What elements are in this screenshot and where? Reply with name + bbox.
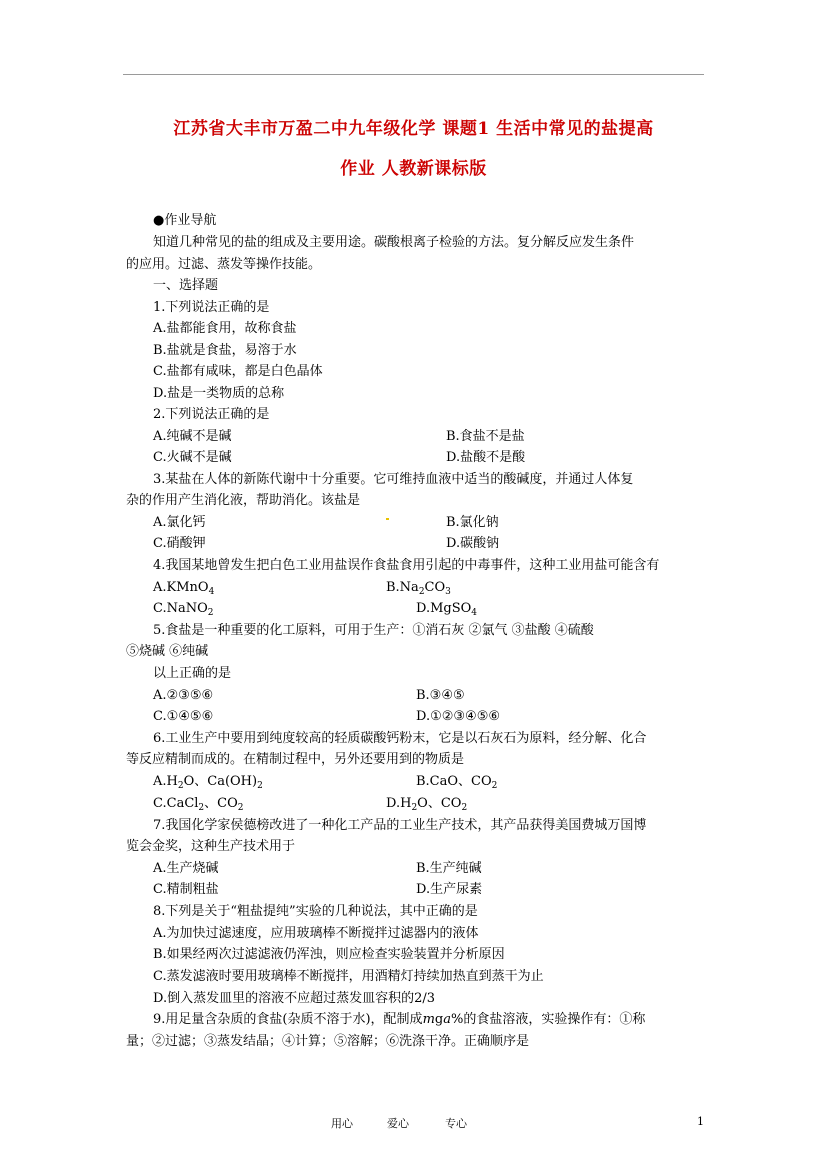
q2-option-d: D.盐酸不是酸	[446, 450, 526, 465]
q3-option-b: B.氯化钠	[446, 515, 499, 530]
section-heading: 一、选择题	[153, 278, 219, 293]
q3-option-a: A.氯化钙	[153, 515, 206, 530]
q7-stem-2: 览会金奖，这种生产技术用于	[126, 839, 296, 854]
q6-option-a: $A.H_2O$、$Ca(OH)_2$	[153, 774, 263, 791]
q5-option-d: D.①②③④⑤⑥	[416, 709, 501, 724]
q4-option-b: $B.Na_2CO_3$	[386, 580, 451, 597]
q5-stem-1: 5.食盐是一种重要的化工原料，可用于生产：①消石灰 ②氯气 ③盐酸 ④硫酸	[153, 623, 594, 638]
q6-stem-2: 等反应精制而成的。在精制过程中，另外还要用到的物质是	[126, 752, 465, 767]
footer-text-b: 爱心	[387, 1117, 409, 1130]
header-rule	[123, 74, 704, 75]
q7-option-c: C.精制粗盐	[153, 882, 219, 897]
q6-option-d: $D.H_2O$、$CO_2$	[386, 796, 468, 813]
q3-stem-2: 杂的作用产生消化液，帮助消化。该盐是	[126, 493, 361, 508]
q3-option-d: D.碳酸钠	[446, 536, 500, 551]
q5-option-c: C.①④⑤⑥	[153, 709, 214, 724]
q9-stem-1: 9.用足量含杂质的食盐(杂质不溶于水)，配制成mga%的食盐溶液，实验操作有：①称	[153, 1012, 646, 1027]
q8-option-c: C.蒸发滤液时要用玻璃棒不断搅拌，用酒精灯持续加热直到蒸干为止	[153, 969, 544, 984]
q4-stem: 4.我国某地曾发生把白色工业用盐误作食盐食用引起的中毒事件，这种工业用盐可能含有	[153, 558, 660, 573]
q2-option-a: A.纯碱不是碱	[153, 429, 232, 444]
q6-option-b: B.CaO、$CO_2$	[416, 774, 498, 791]
q8-option-b: B.如果经两次过滤滤液仍浑浊，则应检查实验装置并分析原因	[153, 947, 505, 962]
q1-stem: 1.下列说法正确的是	[153, 300, 270, 315]
q5-stem-3: 以上正确的是	[153, 666, 232, 681]
q7-stem-1: 7.我国化学家侯德榜改进了一种化工产品的工业生产技术，其产品获得美国费城万国博	[153, 818, 647, 833]
q8-option-a: A.为加快过滤速度，应用玻璃棒不断搅拌过滤器内的液体	[153, 926, 479, 941]
q1-option-d: D.盐是一类物质的总称	[153, 386, 285, 401]
q5-stem-2: ⑤烧碱 ⑥纯碱	[126, 644, 209, 659]
nav-text-1: 知道几种常见的盐的组成及主要用途。碳酸根离子检验的方法。复分解反应发生条件	[153, 235, 635, 250]
q7-option-a: A.生产烧碱	[153, 861, 219, 876]
q3-option-c: C.硝酸钾	[153, 536, 206, 551]
q2-option-c: C.火碱不是碱	[153, 450, 232, 465]
q1-option-b: B.盐就是食盐，易溶于水	[153, 343, 297, 358]
doc-title-line1: 江苏省大丰市万盈二中九年级化学 课题1 生活中常见的盐提高	[173, 119, 654, 139]
q4-option-a: A.KMnO$_4$	[153, 580, 215, 597]
q1-option-a: A.盐都能食用，故称食盐	[153, 321, 297, 336]
q3-stem-1: 3.某盐在人体的新陈代谢中十分重要。它可维持血液中适当的酸碱度，并通过人体复	[153, 472, 634, 487]
stray-mark	[386, 518, 389, 520]
q2-stem: 2.下列说法正确的是	[153, 407, 270, 422]
q8-stem: 8.下列是关于“粗盐提纯”实验的几种说法，其中正确的是	[153, 904, 478, 919]
q8-option-d: D.倒入蒸发皿里的溶液不应超过蒸发皿容积的2/3	[153, 991, 436, 1006]
q7-option-b: B.生产纯碱	[416, 861, 482, 876]
q2-option-b: B.食盐不是盐	[446, 429, 525, 444]
q4-option-c: C.NaNO$_2$	[153, 601, 214, 618]
q1-option-c: C.盐都有咸味，都是白色晶体	[153, 364, 323, 379]
nav-heading: ●作业导航	[153, 213, 217, 228]
q4-option-d: D.MgSO$_4$	[416, 601, 478, 618]
q5-option-b: B.③④⑤	[416, 688, 465, 703]
q7-option-d: D.生产尿素	[416, 882, 483, 897]
page-number: 1	[697, 1115, 704, 1128]
footer-text-a: 用心	[331, 1117, 353, 1130]
q6-stem-1: 6.工业生产中要用到纯度较高的轻质碳酸钙粉末，它是以石灰石为原料，经分解、化合	[153, 731, 647, 746]
doc-title-line2: 作业 人教新课标版	[340, 159, 487, 179]
q6-option-c: C.CaCl$_2$、$CO_2$	[153, 796, 244, 813]
footer-text-c: 专心	[445, 1117, 467, 1130]
q5-option-a: A.②③⑤⑥	[153, 688, 214, 703]
nav-text-2: 的应用。过滤、蒸发等操作技能。	[126, 257, 322, 272]
q9-stem-2: 量；②过滤；③蒸发结晶；④计算；⑤溶解；⑥洗涤干净。正确顺序是	[126, 1034, 530, 1049]
